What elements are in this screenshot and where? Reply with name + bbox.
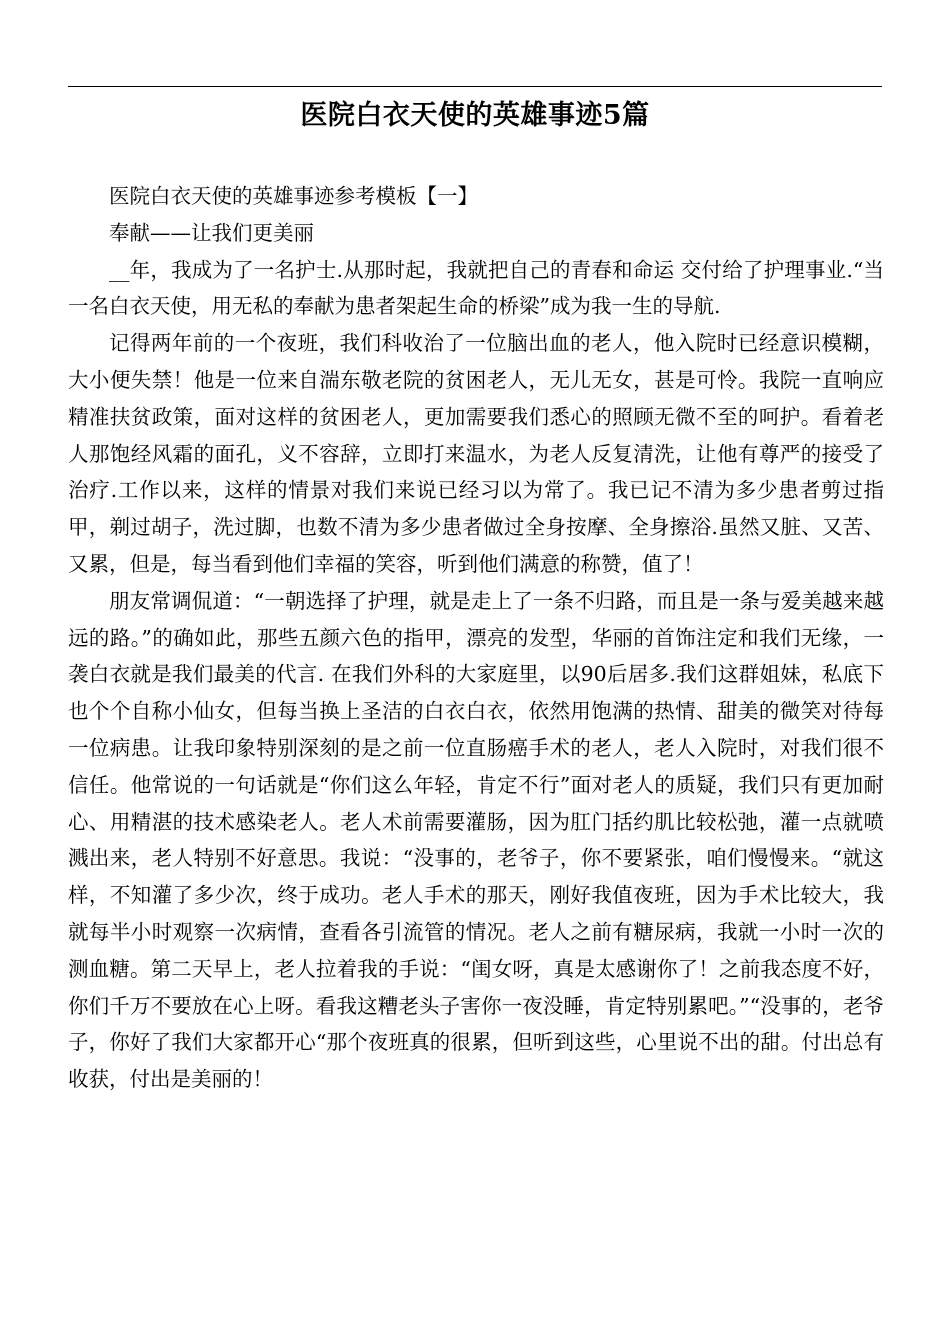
section-heading: 医院白衣天使的英雄事迹参考模板【一】 bbox=[109, 184, 478, 208]
header-rule bbox=[68, 86, 882, 87]
document-body bbox=[68, 178, 884, 1098]
subtitle: 奉献——让我们更美丽 bbox=[109, 220, 314, 245]
body-paragraph: __年，我成为了一名护士.从那时起，我就把自己的青春和命运 交付给了护理事业.“当一名白衣天使，用无私的奉献为患者架起生命的桥梁”成为我一生的导航. bbox=[68, 257, 884, 319]
document-title: 医院白衣天使的英雄事迹5篇 bbox=[300, 100, 650, 131]
body-paragraph: 记得两年前的一个夜班，我们科收治了一位脑出血的老人，他入院时已经意识模糊，大小便失禁！他是一位来自湍东敬老院的贫困老人，无儿无女，甚是可怜。我院一直响应精准扶贫政策，面对这样的贫困老人，更加需要我们悉心的照顾无微不至的呵护。看着老人那饱经风霜的面孔，义不容辞，立即打来温水，为老人反复清洗，让他有尊严的接受了治疗.工作以来，这样的情景对我们来说已经习以为常了。我已记不清为多少患者剪过指甲，剃过胡子，洗过脚，也数不清为多少患者做过全身按摩、全身擦浴.虽然又脏、又苦、又累，但是，每当看到他们幸福的笑容，听到他们满意的称赞，值了！ bbox=[68, 331, 884, 576]
body-paragraph: 朋友常调侃道：“一朝选择了护理，就是走上了一条不归路，而且是一条与爱美越来越远的路。”的确如此，那些五颜六色的指甲，漂亮的发型，华丽的首饰注定和我们无缘，一袭白衣就是我们最美的代言. 在我们外科的大家庭里，以90后居多.我们这群姐妹，私底下也个个自称小仙女，但每当换上圣洁的白衣白衣，依然用饱满的热情、甜美的微笑对待每一位病患。让我印象特别深刻的是之前一位直肠癌手术的老人，老人入院时，对我们很不信任。他常说的一句话就是“你们这么年轻，肯定不行”面对老人的质疑，我们只有更加耐心、用精湛的技术感染老人。老人术前需要灌肠，因为肛门括约肌比较松弛，灌一点就喷溅出来，老人特别不好意思。我说：“没事的，老爷子，你不要紧张，咱们慢慢来。“就这样，不知灌了多少次，终于成功。老人手术的那天，刚好我值夜班，因为手术比较大，我就每半小时观察一次病情，查看各引流管的情况。老人之前有糖尿病，我就一小时一次的测血糖。第二天早上，老人拉着我的手说：“闺女呀，真是太感谢你了！之前我态度不好，你们千万不要放在心上呀。看我这糟老头子害你一夜没睡，肯定特别累吧。”“没事的，老爷子，你好了我们大家都开心“那个夜班真的很累，但听到这些，心里说不出的甜。付出总有收获，付出是美丽的！ bbox=[68, 588, 884, 1092]
